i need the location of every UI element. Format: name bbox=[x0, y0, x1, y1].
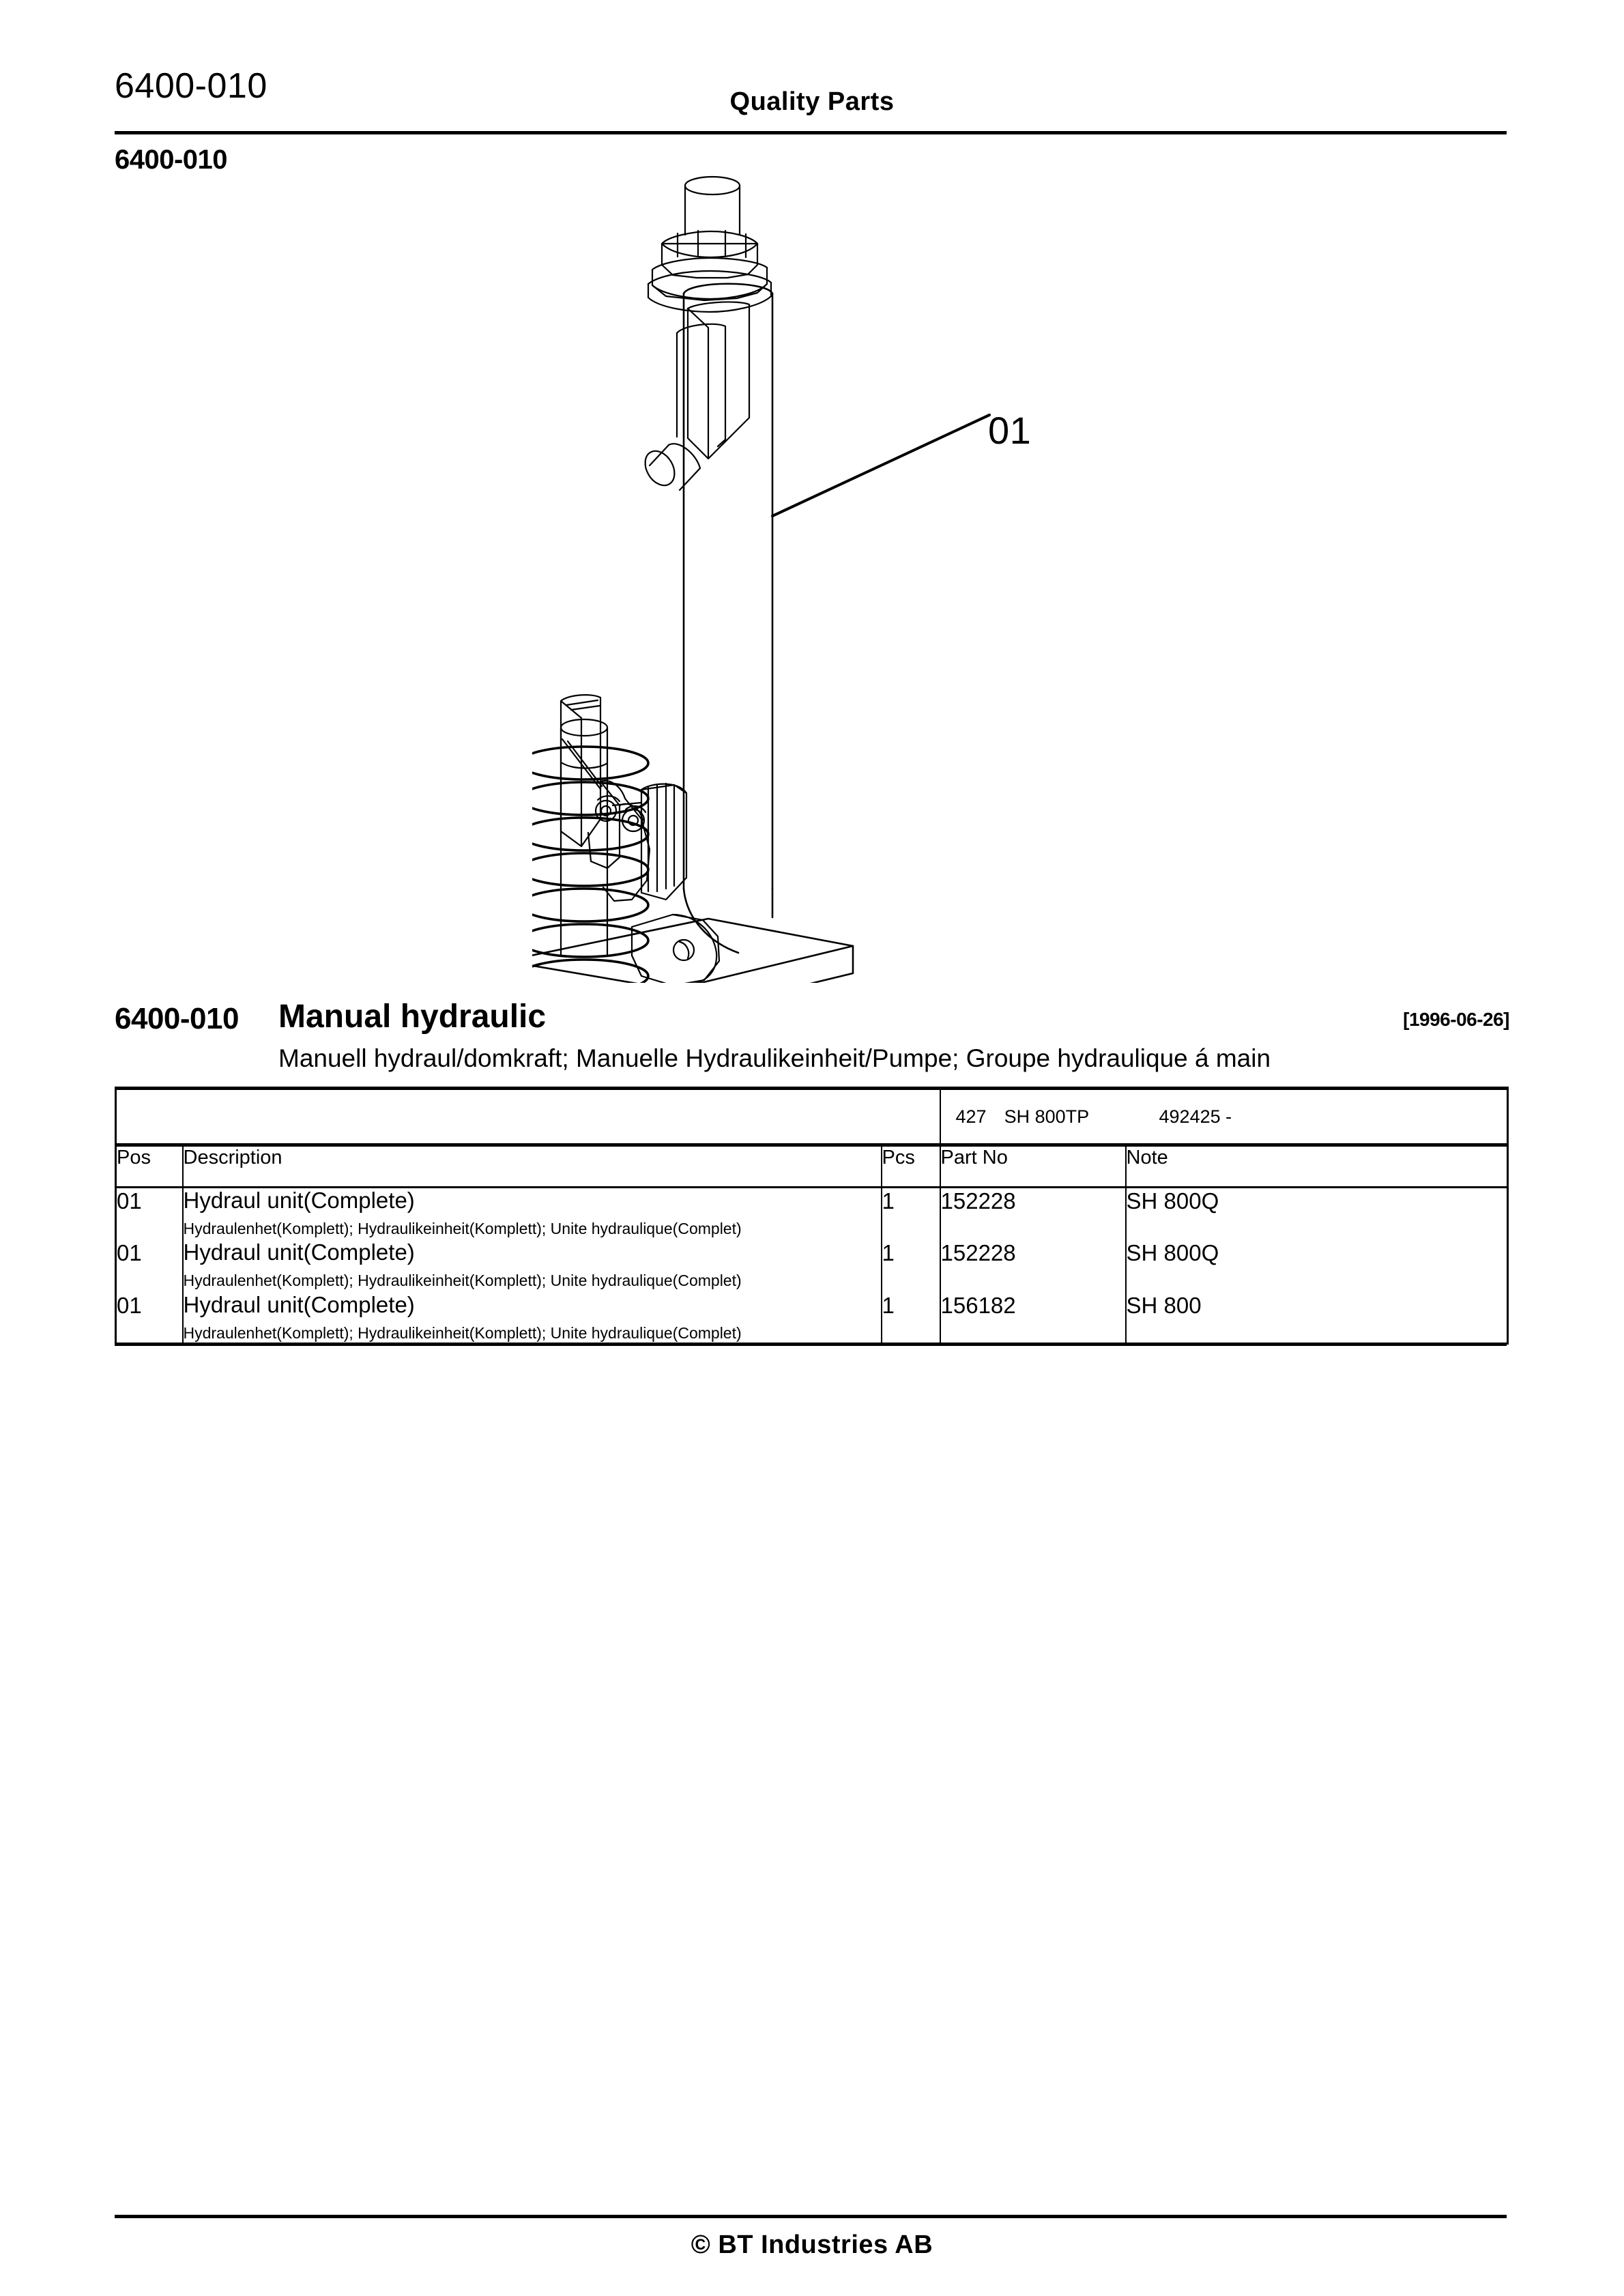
callout-leader-line bbox=[772, 415, 989, 516]
desc-sub: Hydraulenhet(Komplett); Hydraulikeinheit(Komplett); Unite hydraulique(Complet) bbox=[183, 1323, 742, 1342]
part-illustration bbox=[532, 164, 1105, 983]
cell-pcs: 1 bbox=[882, 1293, 940, 1345]
clevis-bracket bbox=[677, 302, 749, 459]
table-header-row bbox=[116, 1145, 1508, 1188]
col-header-partno: Part No bbox=[940, 1145, 1126, 1188]
table-row[interactable] bbox=[116, 1188, 1508, 1241]
page-code: 6400-010 bbox=[115, 66, 267, 106]
col-header-pcs: Pcs bbox=[882, 1145, 940, 1188]
model-banner-row bbox=[116, 1089, 1508, 1145]
table-bottom-border bbox=[115, 1343, 1507, 1346]
section-code: 6400-010 bbox=[115, 1002, 239, 1035]
footer-divider bbox=[115, 2215, 1507, 2218]
col-header-note: Note bbox=[1126, 1145, 1508, 1188]
section-code-heading: 6400-010 bbox=[115, 145, 228, 175]
cell-pcs: 1 bbox=[882, 1188, 940, 1241]
cylinder-body bbox=[684, 284, 772, 889]
spring bbox=[532, 747, 648, 983]
serial-range: 492425 - bbox=[1159, 1106, 1232, 1127]
cell-note: SH 800Q bbox=[1126, 1240, 1508, 1292]
cell-note: SH 800Q bbox=[1126, 1188, 1508, 1241]
table-row[interactable] bbox=[116, 1293, 1508, 1345]
desc-sub: Hydraulenhet(Komplett); Hydraulikeinheit(Komplett); Unite hydraulique(Complet) bbox=[183, 1219, 742, 1237]
pump-lever-arm bbox=[561, 695, 602, 846]
cell-description bbox=[183, 1240, 882, 1292]
section-title: Manual hydraulic bbox=[278, 999, 547, 1035]
cell-pos: 01 bbox=[116, 1293, 183, 1345]
banner-model bbox=[956, 1106, 1090, 1128]
banner-model-cell bbox=[940, 1089, 1508, 1145]
footer-copyright: © BT Industries AB bbox=[691, 2230, 933, 2259]
piston-rod bbox=[685, 177, 740, 235]
cell-description bbox=[183, 1188, 882, 1241]
desc-main: Hydraul unit(Complete) bbox=[183, 1239, 415, 1265]
desc-sub: Hydraulenhet(Komplett); Hydraulikeinheit(Komplett); Unite hydraulique(Complet) bbox=[183, 1272, 742, 1290]
cell-pos: 01 bbox=[116, 1240, 183, 1292]
clevis-pin bbox=[639, 444, 700, 491]
section-translations: Manuell hydraul/domkraft; Manuelle Hydraulikeinheit/Pumpe; Groupe hydraulique á main bbox=[278, 1044, 1271, 1072]
model-number: 427 bbox=[955, 1106, 987, 1127]
catalog-title: Quality Parts bbox=[729, 87, 895, 116]
col-header-desc: Description bbox=[183, 1145, 882, 1188]
parts-table bbox=[115, 1087, 1509, 1345]
header-divider bbox=[115, 131, 1507, 134]
table-row[interactable] bbox=[116, 1240, 1508, 1292]
cell-description bbox=[183, 1293, 882, 1345]
collar-flange bbox=[652, 258, 767, 300]
cell-pcs: 1 bbox=[882, 1240, 940, 1292]
cell-part-no: 156182 bbox=[940, 1293, 1126, 1345]
banner-blank-cell bbox=[116, 1089, 940, 1145]
model-name: SH 800TP bbox=[1004, 1106, 1090, 1127]
cell-pos: 01 bbox=[116, 1188, 183, 1241]
desc-main: Hydraul unit(Complete) bbox=[183, 1188, 415, 1213]
callout-label-01: 01 bbox=[988, 409, 1032, 452]
cell-part-no: 152228 bbox=[940, 1240, 1126, 1292]
cell-note: SH 800 bbox=[1126, 1293, 1508, 1345]
base-plate bbox=[532, 919, 853, 983]
desc-main: Hydraul unit(Complete) bbox=[183, 1291, 415, 1317]
col-header-pos: Pos bbox=[116, 1145, 183, 1188]
cell-part-no: 152228 bbox=[940, 1188, 1126, 1241]
section-revision-date: [1996-06-26] bbox=[1403, 1009, 1509, 1030]
